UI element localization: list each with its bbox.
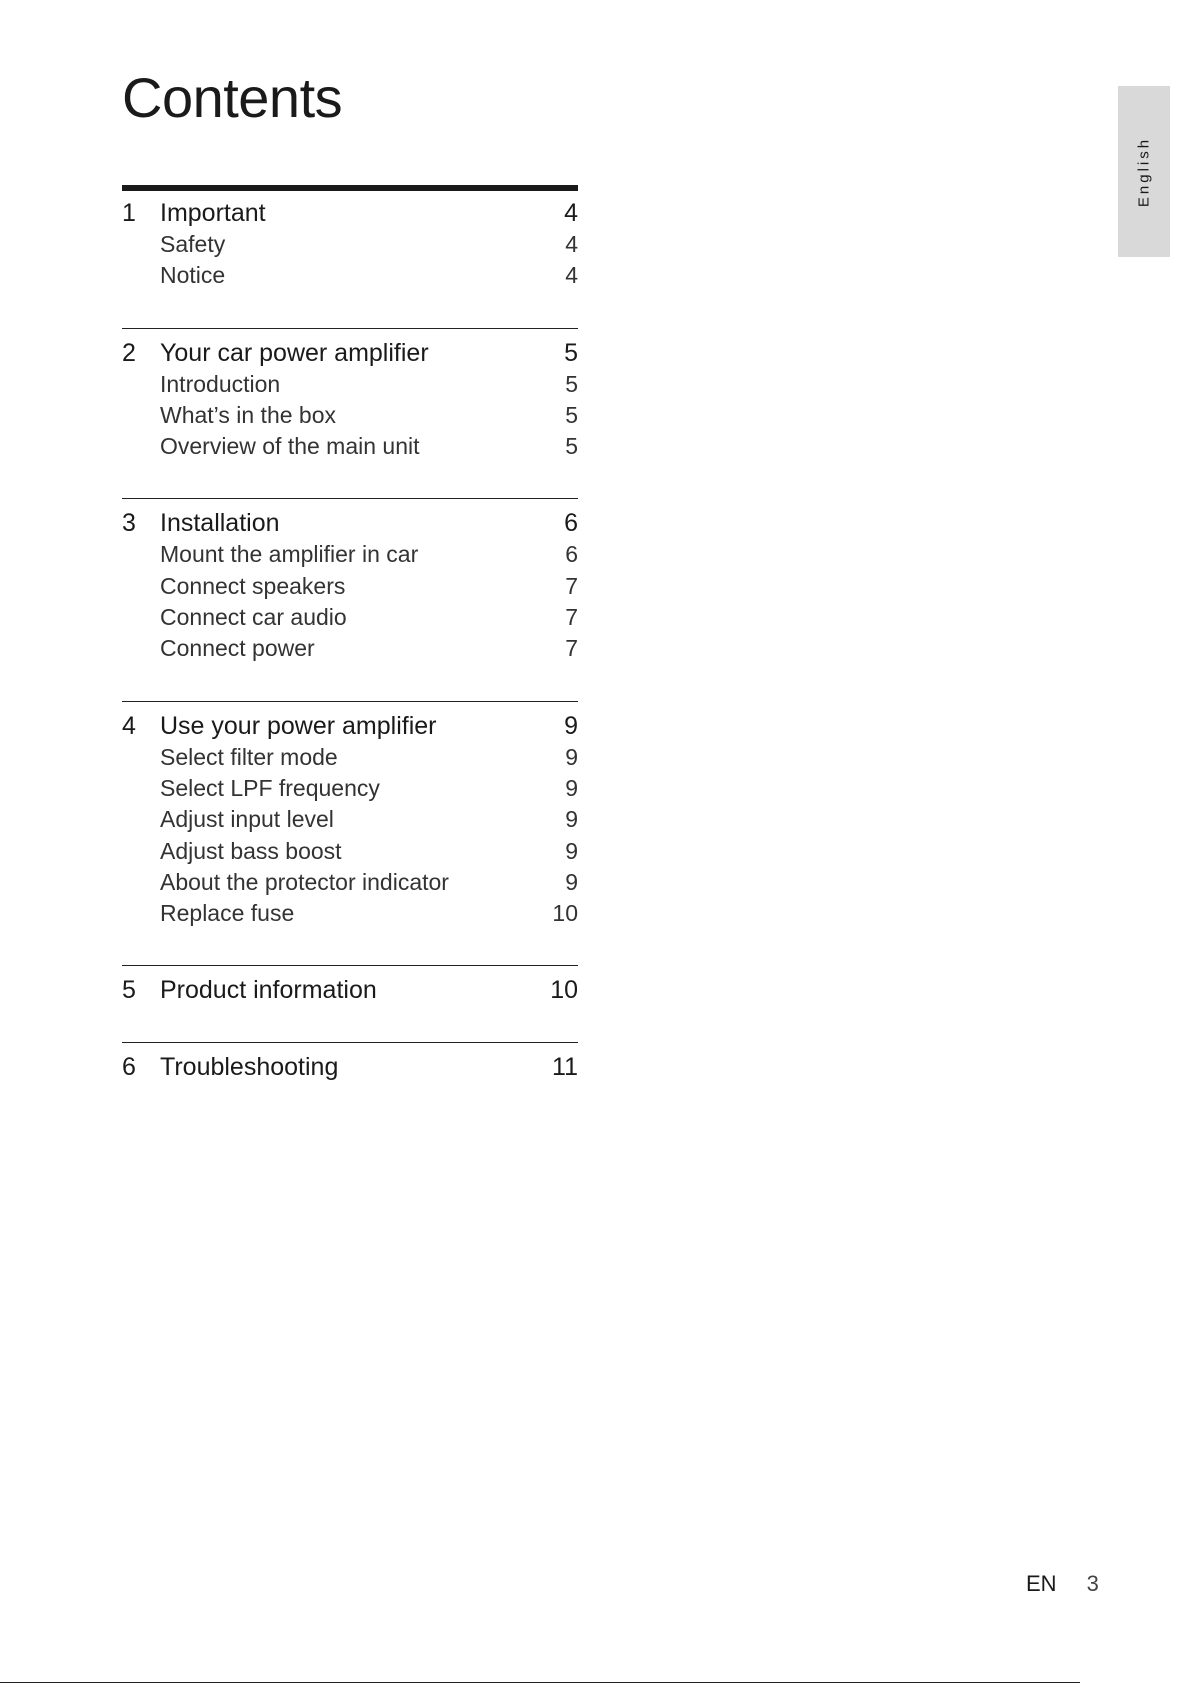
page-title: Contents xyxy=(122,66,343,129)
entry-title: Connect speakers xyxy=(160,572,346,599)
entry-title: Connect car audio xyxy=(160,604,347,631)
section-page: 4 xyxy=(564,199,578,227)
entry-page: 4 xyxy=(565,262,578,289)
toc-entry-connect-car-audio[interactable] xyxy=(122,604,578,635)
entry-page: 5 xyxy=(565,370,578,397)
toc-entry-select-lpf-frequency[interactable] xyxy=(122,775,578,806)
section-page: 10 xyxy=(550,976,578,1005)
toc-entry-important[interactable] xyxy=(122,199,578,231)
page-footer xyxy=(1026,1571,1099,1597)
entry-page: 7 xyxy=(565,635,578,662)
toc-entry-select-filter-mode[interactable] xyxy=(122,744,578,775)
entry-page: 9 xyxy=(565,806,578,833)
entry-page: 7 xyxy=(565,604,578,631)
language-tab-label: English xyxy=(1135,136,1153,207)
section-number: 4 xyxy=(122,711,136,740)
entry-page: 10 xyxy=(552,900,578,927)
toc-entry-mount-the-amplifier-in-car[interactable] xyxy=(122,541,578,572)
entry-page: 9 xyxy=(565,868,578,895)
toc-section-4 xyxy=(122,701,578,932)
bottom-divider xyxy=(0,1682,1080,1683)
toc-entry-use-your-power-amplifier[interactable] xyxy=(122,712,578,744)
section-number: 2 xyxy=(122,338,136,367)
section-title: Use your power amplifier xyxy=(160,711,437,740)
section-page: 11 xyxy=(552,1053,578,1082)
entry-title: Adjust input level xyxy=(160,806,334,833)
toc-entry-connect-power[interactable] xyxy=(122,635,578,666)
entry-title: Overview of the main unit xyxy=(160,433,420,460)
entry-page: 4 xyxy=(565,231,578,257)
entry-title: Adjust bass boost xyxy=(160,837,342,864)
entry-page: 9 xyxy=(565,837,578,864)
section-title: Product information xyxy=(160,976,377,1005)
toc-entry-safety[interactable] xyxy=(122,231,578,262)
toc-entry-replace-fuse[interactable] xyxy=(122,900,578,931)
entry-page: 5 xyxy=(565,433,578,460)
toc-entry-whats-in-the-box[interactable] xyxy=(122,402,578,433)
footer-language: EN xyxy=(1026,1571,1057,1596)
toc-entry-adjust-input-level[interactable] xyxy=(122,806,578,837)
toc-entry-installation[interactable] xyxy=(122,509,578,541)
toc-section-3 xyxy=(122,498,578,666)
toc-entry-adjust-bass-boost[interactable] xyxy=(122,838,578,869)
toc-entry-introduction[interactable] xyxy=(122,371,578,402)
language-tab xyxy=(1118,86,1170,257)
entry-title: What’s in the box xyxy=(160,401,337,428)
section-title: Troubleshooting xyxy=(160,1053,339,1082)
toc-section-5 xyxy=(122,965,578,1008)
entry-page: 9 xyxy=(565,774,578,801)
entry-page: 7 xyxy=(565,572,578,599)
table-of-contents xyxy=(122,185,578,1085)
entry-title: Safety xyxy=(160,231,226,257)
entry-title: About the protector indicator xyxy=(160,868,449,895)
entry-title: Replace fuse xyxy=(160,900,295,927)
section-number: 3 xyxy=(122,509,136,538)
section-page: 6 xyxy=(564,509,578,538)
entry-title: Introduction xyxy=(160,370,281,397)
toc-entry-product-information[interactable] xyxy=(122,976,578,1008)
section-title: Installation xyxy=(160,509,280,538)
toc-section-2 xyxy=(122,328,578,465)
toc-section-1 xyxy=(122,185,578,294)
section-page: 5 xyxy=(564,338,578,367)
section-title: Important xyxy=(160,199,266,227)
toc-entry-your-car-power-amplifier[interactable] xyxy=(122,339,578,371)
entry-page: 9 xyxy=(565,743,578,770)
section-title: Your car power amplifier xyxy=(160,338,429,367)
entry-page: 6 xyxy=(565,541,578,568)
section-number: 5 xyxy=(122,976,136,1005)
entry-title: Connect power xyxy=(160,635,315,662)
section-number: 6 xyxy=(122,1053,136,1082)
entry-title: Select filter mode xyxy=(160,743,338,770)
entry-title: Notice xyxy=(160,262,226,289)
section-page: 9 xyxy=(564,711,578,740)
toc-entry-troubleshooting[interactable] xyxy=(122,1053,578,1085)
entry-page: 5 xyxy=(565,401,578,428)
footer-page-number: 3 xyxy=(1086,1571,1099,1596)
entry-title: Select LPF frequency xyxy=(160,774,380,801)
toc-entry-notice[interactable] xyxy=(122,262,578,293)
toc-entry-overview-of-the-main-unit[interactable] xyxy=(122,433,578,464)
toc-section-6 xyxy=(122,1042,578,1085)
toc-entry-about-the-protector-indicator[interactable] xyxy=(122,869,578,900)
toc-entry-connect-speakers[interactable] xyxy=(122,573,578,604)
section-number: 1 xyxy=(122,199,136,227)
entry-title: Mount the amplifier in car xyxy=(160,541,419,568)
